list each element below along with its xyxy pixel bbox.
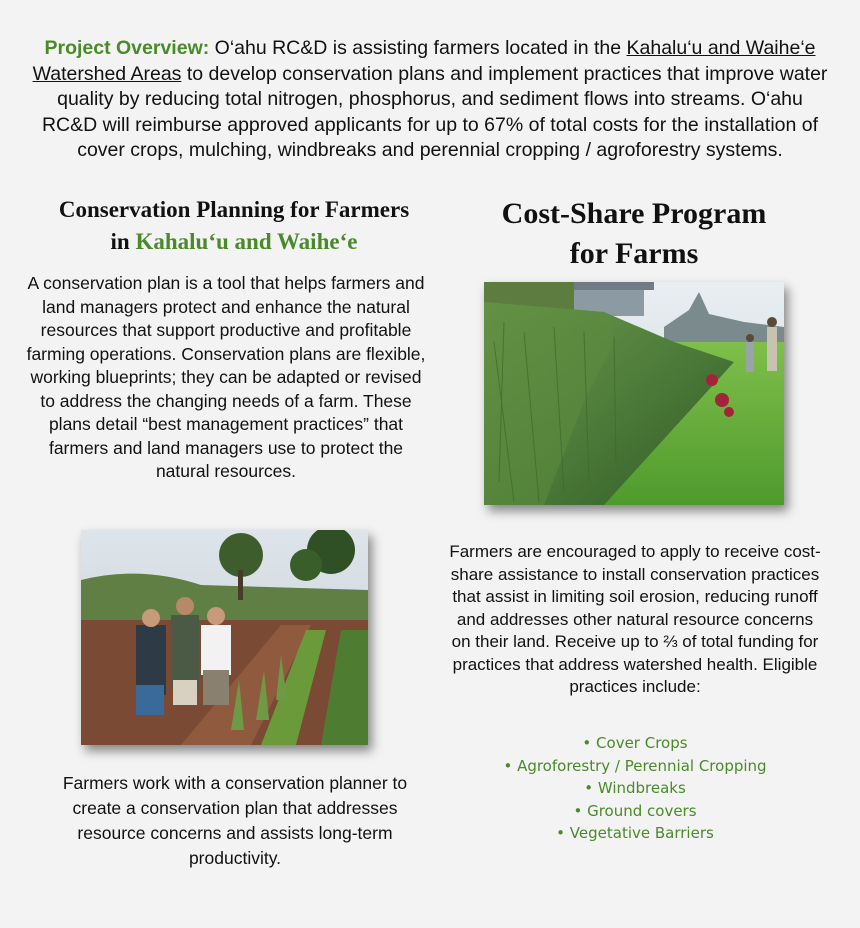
right-title-line1: Cost-Share Program <box>501 197 767 230</box>
left-title-location: Kahalu‘u and Waihe‘e <box>135 229 358 254</box>
planner-paragraph: Farmers work with a conservation planner to create a conservation plan that addresses resource concerns and assists long-term productivity. <box>62 773 408 868</box>
cost-share-title <box>464 194 804 274</box>
conservation-planning-title <box>24 194 444 258</box>
left-title-line2 <box>24 226 444 258</box>
left-title-prefix: in <box>110 229 136 254</box>
watershed-areas-link[interactable]: Kahalu‘u and Waihe‘e Watershed Areas <box>32 37 816 85</box>
right-title-line2: for Farms <box>569 237 699 270</box>
practice-item: • Vegetative Barriers <box>446 822 824 845</box>
practice-item: • Agroforestry / Perennial Cropping <box>446 755 824 778</box>
practice-item: • Cover Crops <box>446 732 824 755</box>
eligible-practices-list <box>446 732 824 845</box>
conservation-plan-paragraph: A conservation plan is a tool that helps farmers and land managers protect and enhance the natural resources that support productive and profitable farming operations. Conservation plans are flexible, working blueprints; they can be adapted or revised to address the changing needs of a farm. These plans detail “best management practices” that farmers and land managers use to protect the natural resources. <box>26 273 426 481</box>
grass-barrier-photo <box>484 282 784 505</box>
farmers-field-photo <box>81 530 368 745</box>
project-overview <box>30 36 830 164</box>
cost-share-paragraph: Farmers are encouraged to apply to receive cost-share assistance to install conservation practices that assist in limiting soil erosion, reducing runoff and addresses other natural resource concerns on their land. Receive up to ⅔ of total funding for practices that address watershed health. Eligible practices include: <box>449 542 821 696</box>
practice-item: • Windbreaks <box>446 777 824 800</box>
left-title-line1: Conservation Planning for Farmers <box>58 197 410 222</box>
overview-text-before: O‘ahu RC&D is assisting farmers located in the <box>209 37 627 59</box>
practice-item: • Ground covers <box>446 800 824 823</box>
overview-lead: Project Overview: <box>44 37 210 59</box>
overview-text-after: to develop conservation plans and implement practices that improve water quality by reducing total nitrogen, phosphorus, and sediment flows into streams. O‘ahu RC&D will reimburse approved applicants for up to 67% of total costs for the installation of cover crops, mulching, windbreaks and perennial cropping / agroforestry systems. <box>41 62 828 161</box>
